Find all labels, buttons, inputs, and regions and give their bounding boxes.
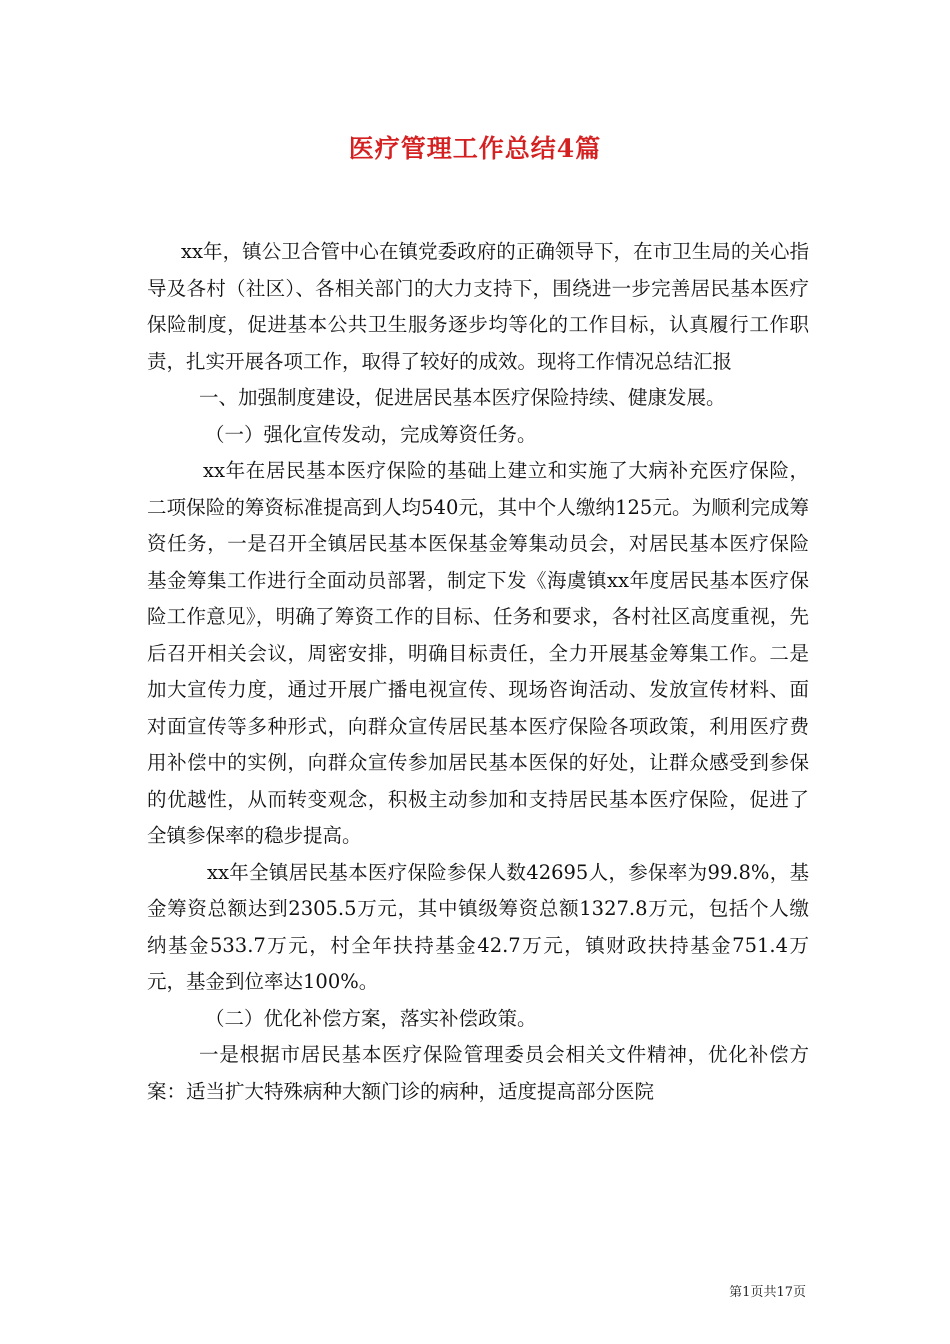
page-number: 第1页共17页: [729, 1285, 806, 1300]
section-heading-1: 一、加强制度建设，促进居民基本医疗保险持续、健康发展。: [199, 386, 726, 409]
paragraph-statistics: xx年全镇居民基本医疗保险参保人数42695人，参保率为99.8%，基金筹资总额达到2305.5万元，其中镇级筹资总额1327.8万元，包括个人缴纳基金533.7万元，村全年扶持基金42.7万元，镇财政扶持基金751.4万元，基金到位率达100%。: [147, 860, 809, 993]
paragraph-compensation: 一是根据市居民基本医疗保险管理委员会相关文件精神，优化补偿方案：适当扩大特殊病种大额门诊的病种，适度提高部分医院: [147, 1043, 809, 1103]
subsection-heading-1: （一）强化宣传发动，完成筹资任务。: [205, 422, 537, 446]
document-title: 医疗管理工作总结4篇: [348, 134, 602, 163]
paragraph-funding: xx年在居民基本医疗保险的基础上建立和实施了大病补充医疗保险，二项保险的筹资标准提高到人均540元，其中个人缴纳125元。为顺利完成筹资任务，一是召开全镇居民基本医保基金筹集动员会，对居民基本医疗保险基金筹集工作进行全面动员部署，制定下发《海虞镇xx年度居民基本医疗保险工作意见》，明确了筹资工作的目标、任务和要求，各村社区高度重视，先后召开相关会议，周密安排，明确目标责任，全力开展基金筹集工作。二是加大宣传力度，通过开展广播电视宣传、现场咨询活动、发放宣传材料、面对面宣传等多种形式，向群众宣传居民基本医疗保险各项政策，利用医疗费用补偿中的实例，向群众宣传参加居民基本医保的好处，让群众感受到参保的优越性，从而转变观念，积极主动参加和支持居民基本医疗保险，促进了全镇参保率的稳步提高。: [147, 459, 809, 847]
paragraph-intro: xx年，镇公卫合管中心在镇党委政府的正确领导下，在市卫生局的关心指导及各村（社区）、各相关部门的大力支持下，围绕进一步完善居民基本医疗保险制度，促进基本公共卫生服务逐步均等化的工作目标，认真履行工作职责，扎实开展各项工作，取得了较好的成效。现将工作情况总结汇报: [147, 240, 809, 373]
subsection-heading-2: （二）优化补偿方案，落实补偿政策。: [205, 1006, 537, 1030]
document-body: [147, 234, 809, 1110]
